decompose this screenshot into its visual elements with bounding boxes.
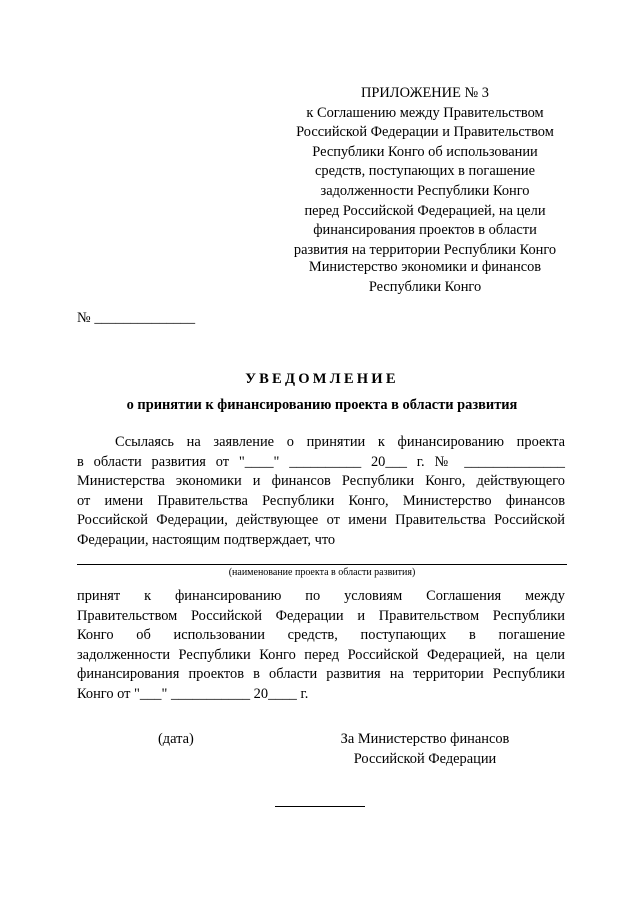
appendix-line: к Соглашению между Правительством	[306, 104, 544, 121]
paragraph-line: принят к финансированию по условиям Соглашения между	[77, 588, 565, 604]
appendix-line: перед Российской Федерацией, на цели	[304, 202, 546, 219]
signatory-block	[330, 730, 520, 769]
appendix-line: задолженности Республики Конго	[320, 182, 530, 199]
paragraph-line: Российской Федерации, действующее от имени Правительства Российской	[77, 512, 565, 529]
paragraph-line: Конго об использовании средств, поступающих в погашение	[77, 627, 565, 644]
signatory-line: За Министерство финансов	[340, 731, 510, 747]
appendix-line: финансирования проектов в области	[313, 222, 537, 239]
notice-paragraph-2	[77, 587, 565, 705]
notice-paragraph-1	[77, 433, 565, 551]
appendix-line: Республики Конго об использовании	[312, 143, 538, 160]
appendix-line: развития на территории Республики Конго	[293, 241, 557, 258]
paragraph-line: в области развития от "____" __________ 20___ г. № ______________	[77, 453, 565, 470]
signature-line	[275, 806, 365, 807]
addressee-line: Министерство экономики и финансов	[308, 259, 542, 275]
appendix-line: средств, поступающих в погашение	[315, 163, 535, 180]
appendix-title: ПРИЛОЖЕНИЕ № 3	[361, 85, 489, 101]
paragraph-line: задолженности Республики Конго перед Российской Федерацией, на цели	[77, 646, 565, 663]
paragraph-line: Конго от "___" ___________ 20____ г.	[77, 685, 309, 702]
paragraph-line: Правительством Российской Федерации и Правительством Республики	[77, 607, 565, 624]
date-label: (дата)	[158, 731, 194, 747]
signatory-line: Российской Федерации	[353, 750, 497, 767]
paragraph-line: Ссылаясь на заявление о принятии к финансированию проекта	[115, 434, 565, 450]
paragraph-line: Федерации, настоящим подтверждает, что	[77, 531, 336, 548]
project-name-caption: (наименование проекта в области развития)	[228, 567, 416, 578]
paragraph-line: от имени Правительства Республики Конго, Министерство финансов	[77, 492, 565, 509]
notice-heading: УВЕДОМЛЕНИЕ	[245, 371, 399, 387]
addressee-line: Республики Конго	[368, 278, 482, 295]
project-name-line	[77, 564, 567, 565]
appendix-header	[280, 84, 570, 260]
addressee-ministry	[280, 258, 570, 297]
document-number-field: № ______________	[77, 310, 196, 326]
appendix-line: Российской Федерации и Правительством	[296, 124, 554, 141]
paragraph-line: финансирования проектов в области развития на территории Республики	[77, 666, 565, 683]
notice-subheading: о принятии к финансированию проекта в области развития	[126, 397, 518, 413]
paragraph-line: Министерства экономики и финансов Республики Конго, действующего	[77, 473, 565, 490]
